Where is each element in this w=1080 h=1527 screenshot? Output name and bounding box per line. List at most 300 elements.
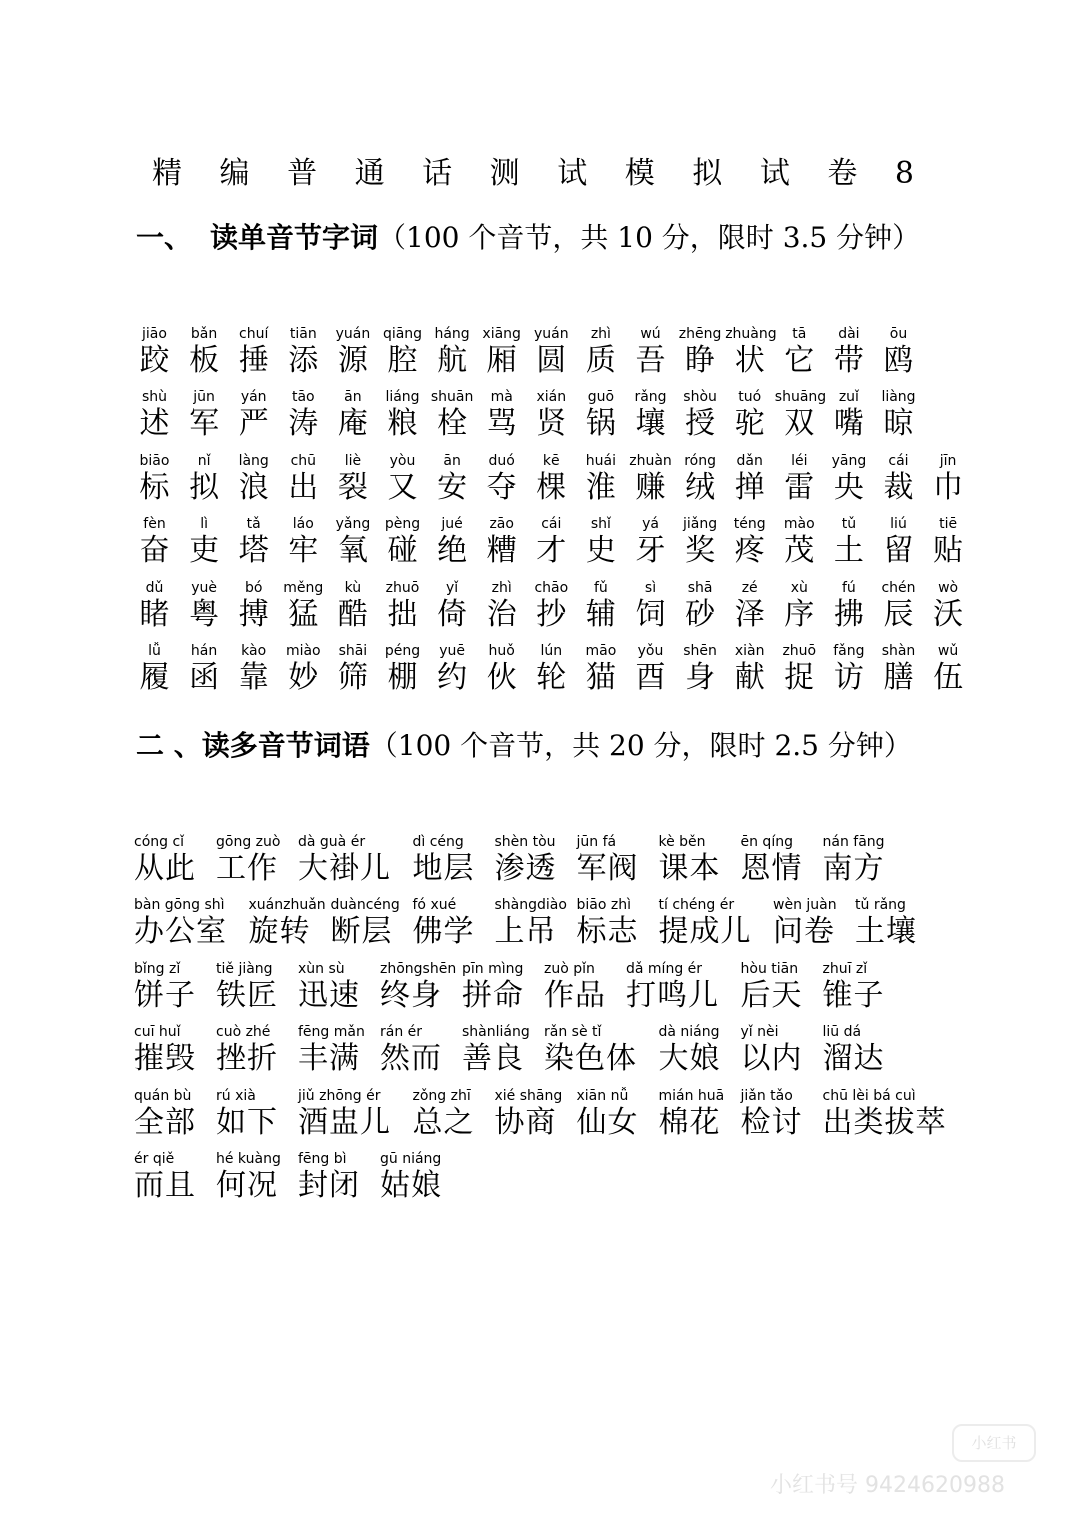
pinyin: kē [542, 452, 560, 469]
single-syllable-item [180, 389, 229, 443]
hanzi-word: 出类拔萃 [822, 1104, 947, 1140]
multi-syllable-word [298, 1151, 360, 1205]
section-2-label: 读多音节词语 [201, 729, 370, 762]
single-syllable-item [180, 453, 229, 507]
pinyin: chū [290, 452, 317, 469]
single-syllable-item [824, 643, 873, 697]
hanzi: 状 [734, 343, 765, 378]
hanzi: 航 [437, 343, 468, 378]
pinyin: wò [938, 579, 959, 596]
pinyin: chāo [534, 579, 569, 596]
single-syllable-item [328, 643, 377, 697]
single-syllable-item [279, 453, 328, 507]
hanzi: 留 [883, 533, 914, 569]
single-syllable-item [428, 326, 477, 380]
hanzi: 酉 [635, 659, 666, 695]
hanzi: 牢 [288, 533, 319, 569]
section-2-number: 二 、 [136, 729, 202, 762]
hanzi: 拙 [387, 596, 418, 632]
multi-syllable-word [216, 1088, 278, 1142]
pinyin: bǎn [190, 326, 218, 342]
pinyin: zāo [489, 516, 514, 533]
hanzi: 严 [238, 406, 269, 442]
hanzi: 贤 [536, 406, 567, 442]
single-syllable-item [924, 516, 973, 570]
hanzi-word: 酒盅儿 [298, 1104, 391, 1140]
hanzi: 沃 [933, 596, 964, 632]
pinyin: rǎng [634, 389, 667, 406]
hanzi-word: 何况 [216, 1167, 278, 1203]
hanzi-word: 南方 [822, 851, 885, 886]
hanzi-word: 挫折 [216, 1041, 278, 1077]
single-syllable-item [775, 326, 824, 380]
multi-syllable-word [577, 897, 639, 951]
single-syllable-item [180, 326, 229, 380]
hanzi: 捉 [784, 659, 815, 695]
pinyin: chū lèi bá cuì [822, 1087, 916, 1104]
pinyin: tǎ [246, 516, 261, 533]
pinyin: dà guà ér [298, 834, 366, 850]
multi-syllable-word [298, 961, 360, 1015]
hanzi-word: 军阀 [576, 851, 639, 886]
hanzi: 睹 [139, 596, 170, 632]
hanzi: 粤 [189, 596, 220, 632]
pinyin: ēn qíng [740, 834, 793, 850]
pinyin: xiān nǚ [576, 1087, 629, 1104]
hanzi: 驼 [734, 406, 765, 442]
single-syllable-item [626, 389, 675, 443]
pinyin: yǒu [637, 642, 664, 659]
pinyin: róng [684, 452, 716, 469]
pinyin: hòu tiān [740, 960, 799, 977]
multi-syllable-word [216, 834, 280, 888]
hanzi: 它 [784, 343, 815, 378]
section-1-note: （100 个音节，共 10 分，限时 3.5 分钟） [378, 221, 921, 254]
single-syllable-item [626, 326, 675, 380]
pinyin: xié shāng [494, 1087, 563, 1104]
multi-syllable-word [495, 897, 567, 951]
multi-syllable-word [380, 961, 456, 1015]
pinyin: qiāng [382, 326, 423, 342]
single-syllable-item [725, 516, 774, 570]
single-syllable-item [725, 643, 774, 697]
pinyin: māo [585, 642, 617, 659]
hanzi: 治 [486, 596, 517, 632]
hanzi: 辰 [883, 596, 914, 632]
single-syllable-item [775, 516, 824, 570]
single-syllable-item [626, 580, 675, 634]
pinyin: lì [200, 516, 208, 533]
pinyin: tiē [939, 516, 958, 533]
pinyin: jiāo [142, 326, 167, 342]
single-syllable-item [676, 516, 725, 570]
pinyin: jūn [193, 389, 215, 406]
hanzi-word: 总之 [412, 1104, 475, 1140]
hanzi: 浪 [238, 469, 269, 505]
hanzi-word: 办公室 [134, 914, 227, 950]
pinyin: mào [783, 516, 815, 533]
hanzi: 泽 [734, 596, 765, 632]
hanzi-word: 从此 [134, 851, 196, 886]
pinyin: zhuō [385, 579, 420, 596]
multi-syllable-word [134, 1024, 196, 1078]
hanzi: 伍 [933, 659, 964, 695]
hanzi: 晾 [883, 406, 914, 442]
pinyin: biāo [139, 452, 170, 469]
pinyin: tiān [289, 326, 317, 342]
hanzi: 涛 [288, 406, 319, 442]
hanzi: 序 [784, 596, 815, 632]
single-syllable-item [428, 580, 477, 634]
hanzi: 氧 [337, 533, 368, 569]
hanzi: 碰 [387, 533, 418, 569]
single-syllable-item [229, 580, 278, 634]
page-title: 精 编 普 通 话 测 试 模 拟 试 卷 8 [152, 156, 928, 191]
pinyin: bó [244, 579, 263, 596]
multi-syllable-word [659, 834, 721, 888]
multi-syllable-word [249, 897, 326, 951]
hanzi-word: 终身 [380, 977, 442, 1013]
pinyin: cái [888, 452, 909, 469]
pinyin: péng [384, 642, 421, 659]
pinyin: xiāng [482, 326, 521, 342]
pinyin: duó [488, 452, 515, 469]
single-syllable-item [378, 580, 427, 634]
single-syllable-item [527, 326, 576, 380]
single-syllable-item [924, 580, 973, 634]
hanzi: 土 [833, 533, 864, 569]
single-syllable-item [775, 453, 824, 507]
multi-syllable-word [380, 1151, 442, 1205]
single-syllable-item [676, 389, 725, 443]
multi-syllable-word [298, 1088, 391, 1142]
hanzi: 履 [139, 659, 170, 695]
pinyin: háng [434, 326, 470, 342]
hanzi: 约 [437, 659, 468, 695]
pinyin: měng [283, 579, 324, 596]
multi-syllable-word [134, 961, 196, 1015]
pinyin: xiàn [734, 642, 765, 659]
pinyin: zhuī zǐ [822, 960, 868, 977]
hanzi-word: 摧毁 [134, 1041, 196, 1077]
pinyin: shā [687, 579, 713, 596]
pinyin: quán bù [134, 1087, 192, 1104]
pinyin: yuán [533, 326, 569, 342]
multi-syllable-word [544, 1024, 637, 1078]
hanzi: 夺 [486, 469, 517, 505]
hanzi-word: 佛学 [412, 914, 475, 950]
pinyin: bàn gōng shì [134, 897, 225, 914]
single-syllable-item [477, 453, 526, 507]
hanzi-word: 问卷 [773, 914, 835, 950]
pinyin: ōu [889, 326, 908, 342]
multi-syllable-word [134, 897, 227, 951]
hanzi-word: 锥子 [822, 977, 885, 1013]
hanzi-word: 旋转 [248, 914, 311, 950]
single-syllable-item [279, 580, 328, 634]
single-syllable-item [428, 516, 477, 570]
hanzi: 粮 [387, 406, 418, 442]
hanzi: 塔 [238, 533, 269, 569]
hanzi: 圆 [536, 343, 567, 378]
hanzi: 源 [337, 343, 368, 378]
hanzi-word: 棉花 [658, 1104, 721, 1140]
hanzi-word: 土壤 [855, 914, 917, 950]
hanzi: 猛 [288, 596, 319, 632]
single-syllable-item [378, 453, 427, 507]
pinyin: huǒ [488, 642, 515, 659]
hanzi-word: 协商 [494, 1104, 557, 1140]
single-syllable-item [328, 453, 377, 507]
multi-syllable-word [823, 1024, 885, 1078]
multi-syllable-word [659, 897, 752, 951]
single-syllable-item [477, 516, 526, 570]
pinyin: xù [790, 579, 808, 596]
pinyin: wú [640, 326, 661, 342]
hanzi-word: 丰满 [298, 1041, 360, 1077]
hanzi: 锅 [585, 406, 616, 442]
single-syllable-item [130, 326, 179, 380]
multi-syllable-word [823, 1088, 947, 1142]
hanzi: 吏 [189, 533, 220, 569]
hanzi-word: 迅速 [298, 977, 360, 1013]
pinyin: tǔ rǎng [855, 897, 906, 914]
hanzi: 拂 [833, 596, 864, 632]
hanzi-word: 封闭 [298, 1167, 360, 1203]
single-syllable-item [527, 643, 576, 697]
multi-syllable-word [216, 1024, 278, 1078]
single-syllable-item [378, 389, 427, 443]
single-syllable-item [874, 643, 923, 697]
hanzi: 添 [288, 343, 319, 378]
pinyin: yuán [335, 326, 371, 342]
hanzi: 绝 [437, 533, 468, 569]
single-syllable-item [328, 516, 377, 570]
pinyin: jué [441, 516, 463, 533]
single-syllable-item [130, 389, 179, 443]
hanzi: 鸥 [883, 343, 914, 378]
pinyin: yuè [191, 579, 217, 596]
hanzi: 庵 [337, 406, 368, 442]
pinyin: shàngdiào [494, 897, 567, 914]
single-syllable-item [279, 389, 328, 443]
single-syllable-item [874, 516, 923, 570]
multi-syllable-word [495, 834, 557, 888]
hanzi-word: 课本 [658, 851, 721, 886]
single-syllable-item [180, 516, 229, 570]
pinyin: hé kuàng [216, 1150, 281, 1167]
watermark-id: 小红书号 9424620988 [770, 1473, 1005, 1498]
hanzi: 疼 [734, 533, 765, 569]
pinyin: zé [741, 579, 758, 596]
hanzi: 腔 [387, 343, 418, 378]
pinyin: jīn [939, 452, 957, 469]
hanzi: 酷 [337, 596, 368, 632]
pinyin: rú xià [216, 1087, 256, 1104]
single-syllable-item [428, 389, 477, 443]
hanzi: 抄 [536, 596, 567, 632]
pinyin: liáng [385, 389, 420, 406]
hanzi: 糟 [486, 533, 517, 569]
multi-syllable-word [134, 1088, 196, 1142]
single-syllable-item [527, 580, 576, 634]
hanzi-word: 渗透 [494, 851, 557, 886]
pinyin: miào [285, 642, 321, 659]
hanzi-word: 染色体 [544, 1041, 637, 1077]
hanzi: 访 [833, 659, 864, 695]
single-syllable-item [279, 516, 328, 570]
hanzi: 伙 [486, 659, 517, 695]
single-syllable-item [576, 643, 625, 697]
pinyin: zhuàn [629, 452, 672, 469]
pinyin: shèn tòu [494, 834, 556, 850]
pinyin: wǔ [937, 642, 959, 659]
hanzi: 辅 [585, 596, 616, 632]
hanzi: 质 [585, 343, 616, 378]
hanzi: 砂 [685, 596, 716, 632]
hanzi-word: 全部 [134, 1104, 196, 1140]
pinyin: xùn sù [298, 960, 345, 977]
single-syllable-item [576, 580, 625, 634]
hanzi-word: 然而 [380, 1041, 442, 1077]
hanzi: 才 [536, 533, 567, 569]
pinyin: gū niáng [380, 1150, 442, 1167]
pinyin: bǐng zǐ [134, 960, 181, 977]
multi-syllable-word [855, 897, 917, 951]
pinyin: chén [881, 579, 916, 596]
pinyin: zǒng zhī [412, 1087, 471, 1104]
multi-syllable-word [626, 961, 719, 1015]
watermark-logo: 小红书 [952, 1424, 1036, 1462]
single-syllable-item [874, 389, 923, 443]
multi-syllable-word [216, 961, 278, 1015]
pinyin: dǎn [736, 452, 763, 469]
pinyin: duàncéng [330, 897, 400, 914]
pinyin: chuí [239, 326, 269, 342]
pinyin: zuò pǐn [544, 960, 595, 977]
hanzi: 茂 [784, 533, 815, 569]
hanzi: 函 [189, 659, 220, 695]
multi-syllable-word [577, 1088, 639, 1142]
pinyin: fú [841, 579, 856, 596]
hanzi: 贴 [933, 533, 964, 569]
pinyin: pīn mìng [462, 960, 524, 977]
hanzi-word: 溜达 [822, 1041, 885, 1077]
multi-syllable-word [134, 1151, 196, 1205]
hanzi: 出 [288, 469, 319, 505]
pinyin: lǚ [148, 642, 161, 659]
single-syllable-item [130, 453, 179, 507]
hanzi: 绒 [685, 469, 716, 505]
pinyin: ān [344, 389, 362, 406]
pinyin: kè běn [658, 834, 706, 850]
pinyin: gōng zuò [216, 834, 281, 850]
single-syllable-item [924, 643, 973, 697]
single-syllable-item [775, 580, 824, 634]
pinyin: rán ér [380, 1024, 423, 1041]
hanzi: 裁 [883, 469, 914, 505]
hanzi: 靠 [238, 659, 269, 695]
hanzi: 双 [784, 406, 815, 442]
single-syllable-item [229, 453, 278, 507]
hanzi: 献 [734, 659, 765, 695]
section-1-number: 一、 [136, 221, 193, 254]
single-syllable-item [229, 389, 278, 443]
single-syllable-item [775, 643, 824, 697]
hanzi-word: 大褂儿 [298, 851, 391, 886]
single-syllable-item [130, 580, 179, 634]
hanzi: 央 [833, 469, 864, 505]
hanzi-word: 后天 [740, 977, 803, 1013]
pinyin: nán fāng [822, 834, 885, 850]
pinyin: kù [344, 579, 362, 596]
pinyin: liū dá [822, 1024, 862, 1041]
pinyin: yāng [831, 452, 867, 469]
pinyin: làng [238, 452, 269, 469]
hanzi: 裂 [337, 469, 368, 505]
hanzi-word: 断层 [330, 914, 393, 950]
hanzi: 轮 [536, 659, 567, 695]
hanzi: 牙 [635, 533, 666, 569]
pinyin: cuò zhé [216, 1024, 271, 1041]
hanzi-word: 作品 [544, 977, 606, 1013]
pinyin: fēng mǎn [298, 1024, 365, 1041]
single-syllable-item [378, 643, 427, 697]
hanzi: 壤 [635, 406, 666, 442]
pinyin: yǐ [446, 579, 459, 596]
multi-syllable-word [741, 961, 803, 1015]
pinyin: zuǐ [838, 389, 859, 406]
pinyin: sì [644, 579, 657, 596]
single-syllable-item [180, 643, 229, 697]
hanzi: 嘴 [833, 406, 864, 442]
pinyin: xuánzhuǎn [248, 897, 326, 914]
pinyin: pèng [384, 516, 421, 533]
pinyin: jiǔ zhōng ér [298, 1087, 381, 1104]
section-1-heading [136, 216, 920, 256]
pinyin: lún [540, 642, 563, 659]
section-1-label: 读单音节字词 [210, 221, 379, 254]
multi-syllable-word [577, 834, 639, 888]
hanzi: 栓 [437, 406, 468, 442]
multi-syllable-word [331, 897, 400, 951]
multi-syllable-word [462, 1024, 530, 1078]
pinyin: yuē [439, 642, 465, 659]
multi-syllable-word [773, 897, 837, 951]
pinyin: fǎng [833, 642, 865, 659]
multi-syllable-word [495, 1088, 563, 1142]
multi-syllable-word [413, 897, 475, 951]
hanzi-word: 而且 [134, 1167, 196, 1203]
single-syllable-item [328, 389, 377, 443]
multi-syllable-word [659, 1024, 721, 1078]
hanzi: 拟 [189, 469, 220, 505]
single-syllable-item [676, 580, 725, 634]
pinyin: shànliáng [462, 1024, 530, 1041]
pinyin: ān [443, 452, 461, 469]
hanzi-word: 铁匠 [216, 977, 278, 1013]
hanzi-word: 如下 [216, 1104, 278, 1140]
pinyin: fó xué [412, 897, 457, 914]
single-syllable-item [229, 643, 278, 697]
multi-syllable-word [413, 834, 475, 888]
pinyin: rǎn sè tǐ [544, 1024, 602, 1041]
hanzi: 标 [139, 469, 170, 505]
hanzi: 捶 [238, 343, 269, 378]
single-syllable-item [626, 643, 675, 697]
single-syllable-item [527, 389, 576, 443]
hanzi: 带 [833, 343, 864, 378]
